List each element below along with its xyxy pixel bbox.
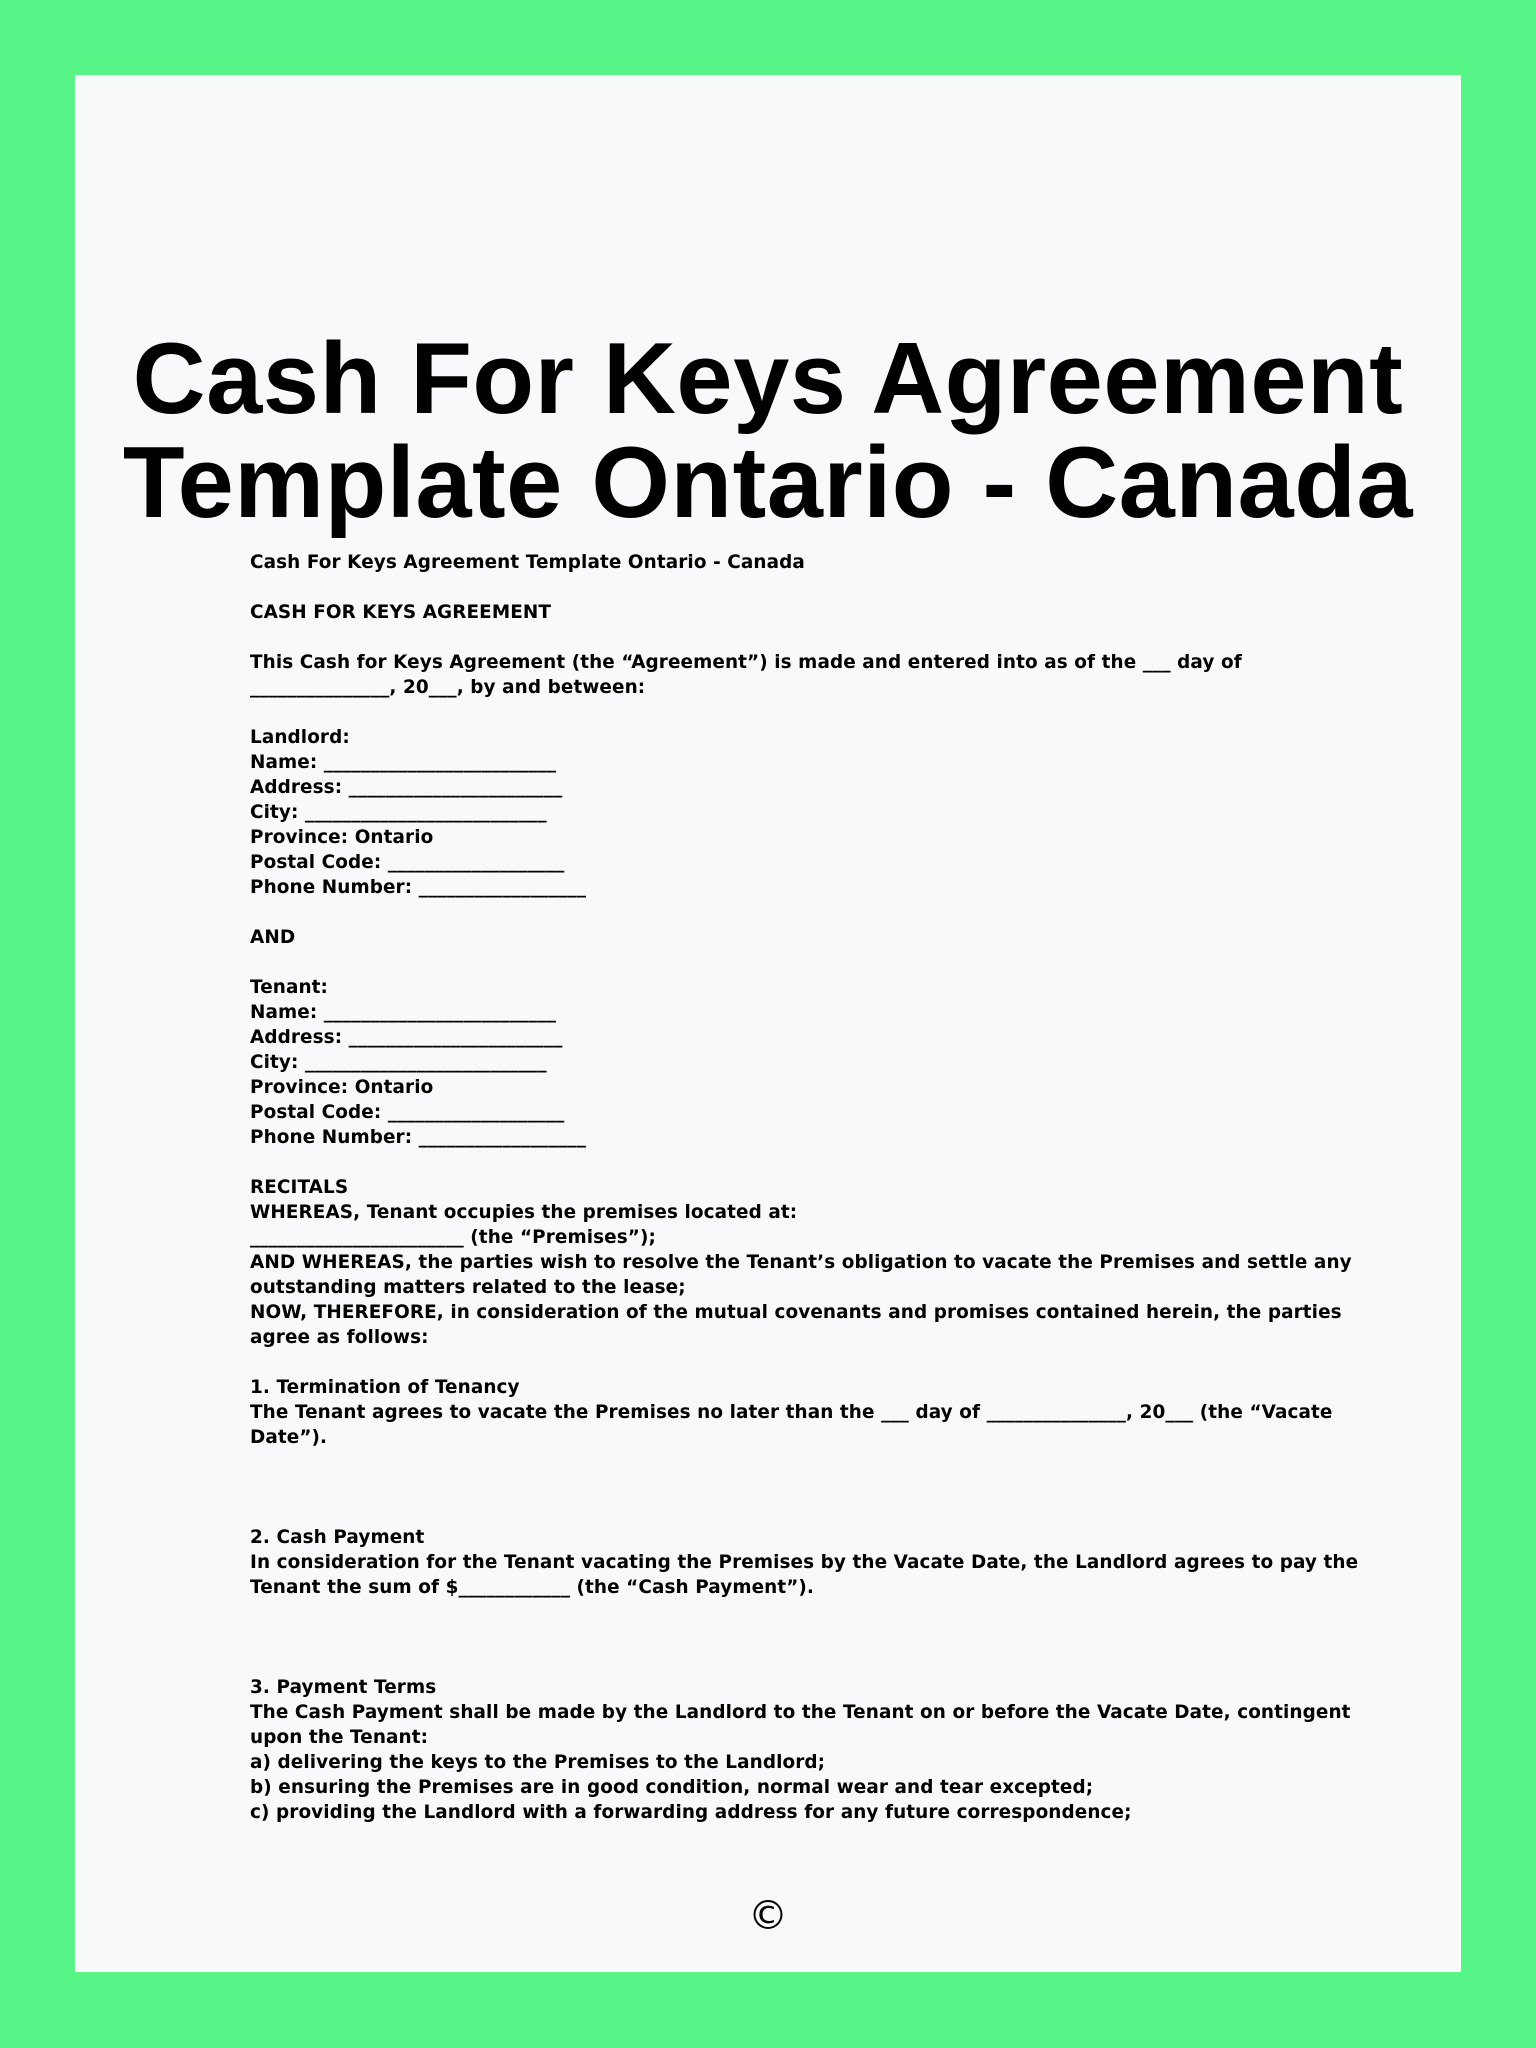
tenant-city-field: City: __________________________ — [250, 1052, 547, 1073]
agreement-body — [250, 550, 1370, 1825]
intro-line-2: _______________, 20___, by and between: — [250, 677, 646, 698]
recitals-line: _______________________ (the “Premises”); — [250, 1227, 656, 1248]
tenant-label: Tenant: — [250, 977, 329, 998]
tenant-address-field: Address: _______________________ — [250, 1027, 563, 1048]
landlord-address-field: Address: _______________________ — [250, 777, 563, 798]
landlord-label: Landlord: — [250, 727, 350, 748]
list-item: b) ensuring the Premises are in good condition, normal wear and tear excepted; — [250, 1777, 1094, 1798]
agreement-title: CASH FOR KEYS AGREEMENT — [250, 602, 552, 623]
recitals-line: agree as follows: — [250, 1327, 429, 1348]
section-line: The Tenant agrees to vacate the Premises no later than the ___ day of _______________, 20___ (the “Vacate — [250, 1402, 1333, 1423]
and-separator: AND — [250, 927, 296, 948]
section-line: upon the Tenant: — [250, 1727, 429, 1748]
landlord-phone-field: Phone Number: __________________ — [250, 877, 587, 898]
list-item: c) providing the Landlord with a forwarding address for any future correspondence; — [250, 1802, 1132, 1823]
landlord-name-field: Name: _________________________ — [250, 752, 557, 773]
doc-heading: Cash For Keys Agreement Template Ontario - Canada — [250, 552, 805, 573]
recitals-heading: RECITALS — [250, 1177, 349, 1198]
intro-line-1: This Cash for Keys Agreement (the “Agreement”) is made and entered into as of the ___ day of — [250, 652, 1242, 673]
recitals-section — [250, 1175, 1370, 1350]
list-item: a) delivering the keys to the Premises to the Landlord; — [250, 1752, 826, 1773]
tenant-province: Province: Ontario — [250, 1077, 434, 1098]
section-line: In consideration for the Tenant vacating the Premises by the Vacate Date, the Landlord agrees to pay the — [250, 1552, 1359, 1573]
tenant-phone-field: Phone Number: __________________ — [250, 1127, 587, 1148]
recitals-line: outstanding matters related to the lease; — [250, 1277, 686, 1298]
section-termination — [250, 1375, 1370, 1450]
section-line: The Cash Payment shall be made by the Landlord to the Tenant on or before the Vacate Date, contingent — [250, 1702, 1351, 1723]
title-line-1: Cash For Keys Agreement — [132, 323, 1404, 435]
section-line: Tenant the sum of $____________ (the “Cash Payment”). — [250, 1577, 815, 1598]
section-line: Date”). — [250, 1427, 328, 1448]
copyright-icon: © — [748, 1893, 788, 1939]
tenant-name-field: Name: _________________________ — [250, 1002, 557, 1023]
page-title — [75, 323, 1461, 539]
recitals-line: WHEREAS, Tenant occupies the premises located at: — [250, 1202, 798, 1223]
section-heading: 2. Cash Payment — [250, 1527, 425, 1548]
section-heading: 3. Payment Terms — [250, 1677, 437, 1698]
title-line-2: Template Ontario - Canada — [122, 427, 1414, 539]
tenant-postal-field: Postal Code: ___________________ — [250, 1102, 565, 1123]
landlord-postal-field: Postal Code: ___________________ — [250, 852, 565, 873]
section-heading: 1. Termination of Tenancy — [250, 1377, 520, 1398]
recitals-line: NOW, THEREFORE, in consideration of the mutual covenants and promises contained herein, the parties — [250, 1302, 1342, 1323]
landlord-province: Province: Ontario — [250, 827, 434, 848]
section-cash-payment — [250, 1525, 1370, 1600]
section-payment-terms — [250, 1675, 1370, 1825]
landlord-city-field: City: __________________________ — [250, 802, 547, 823]
landlord-block — [250, 725, 1370, 900]
tenant-block — [250, 975, 1370, 1150]
recitals-line: AND WHEREAS, the parties wish to resolve the Tenant’s obligation to vacate the Premises and settle any — [250, 1252, 1352, 1273]
document-page — [75, 75, 1461, 1972]
